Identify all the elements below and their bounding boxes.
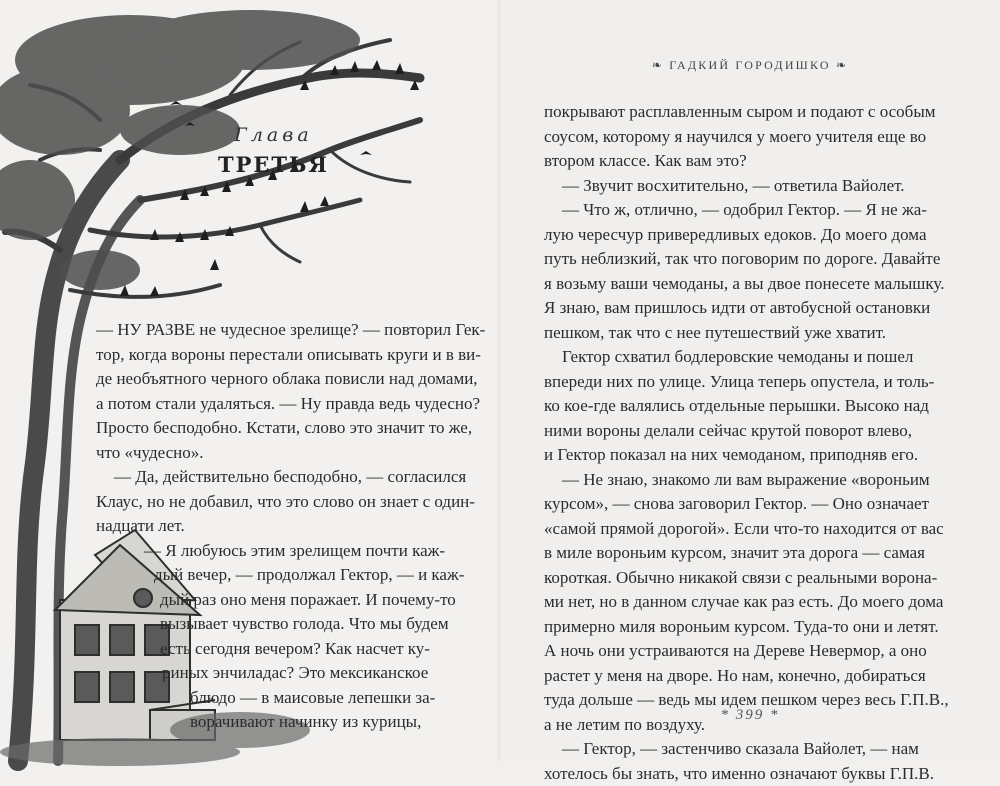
text-line: Гектор схватил бодлеровские чемоданы и пошел [562,345,949,370]
text-line: де необъятного черного облака повисли над домами, [96,367,485,392]
text-line: дый раз оно меня поражает. И почему-то [160,588,485,613]
text-line: хотелось бы знать, что именно означают буквы Г.П.В. [544,762,949,786]
ornament-left-icon: ❧ [652,58,664,72]
text-line: ворачивают начинку из курицы, [190,710,485,735]
text-line: короткая. Обычно никакой связи с реальными воронa- [544,566,949,591]
left-page [0,0,500,761]
text-line: лую чересчур привередливых едоков. До моего дома [544,223,949,248]
text-line: надцати лет. [96,514,485,539]
chapter-label: Глава [218,124,329,146]
text-line: путь неблизкий, так что поговорим по дороге. Давайте [544,247,949,272]
text-line: — Звучит восхитительно, — ответила Вайолет. [562,174,949,199]
text-line: — Не знаю, знакомо ли вам выражение «вороньим [562,468,949,493]
ornament-right-icon: ❧ [836,58,848,72]
text-line: впереди них по улице. Улица теперь опустела, и толь- [544,370,949,395]
text-line: пешком, так что с нее путешествий уже хватит. [544,321,949,346]
text-line: ми нет, но в данном случае как раз есть. До моего дома [544,590,949,615]
text-line: Клаус, но не добавил, что это слово он знает с один- [96,490,485,515]
right-page [500,0,1000,761]
text-line: а не летим по воздуху. [544,713,949,738]
text-line: втором классе. Как вам это? [544,149,949,174]
text-line: Просто бесподобно. Кстати, слово это значит то же, [96,416,485,441]
running-head [500,58,1000,73]
text-line: я возьму ваши чемоданы, а вы двое понесете малышку. [544,272,949,297]
text-line: риных энчиладас? Это мексиканское [162,661,485,686]
text-line: в миле вороньим курсом, значит эта дорога — самая [544,541,949,566]
text-line: а потом стали удаляться. — Ну правда ведь чудесно? [96,392,485,417]
text-line: есть сегодня вечером? Как насчет ку- [160,637,485,662]
text-line: тор, когда вороны перестали описывать круги и в ви- [96,343,485,368]
text-line: примерно миля вороньим курсом. Туда-то они и летят. [544,615,949,640]
text-line: А ночь они устраиваются на Дереве Невермор, а оно [544,639,949,664]
right-page-body [544,100,949,786]
chapter-number: ТРЕТЬЯ [218,152,329,177]
text-line: курсом», — снова заговорил Гектор. — Оно означает [544,492,949,517]
folio-ornament-right-icon: * [770,707,780,723]
text-line: вызывает чувство голода. Что мы будем [160,612,485,637]
page-number [500,707,1000,724]
text-line: соусом, которому я научился у моего учителя еще во [544,125,949,150]
text-line: растет у меня на дворе. Но нам, конечно, добираться [544,664,949,689]
folio-ornament-left-icon: * [721,707,731,723]
text-line: ними вороны делали сейчас крутой поворот влево, [544,419,949,444]
text-line: «самой прямой дорогой». Если что-то находится от вас [544,517,949,542]
running-head-title: ГАДКИЙ ГОРОДИШКО [669,58,831,72]
text-line: Я знаю, вам пришлось идти от автобусной остановки [544,296,949,321]
chapter-heading [218,124,329,177]
text-line: — Я любуюсь этим зрелищем почти каж- [144,539,485,564]
text-line: — НУ РАЗВЕ не чудесное зрелище? — повторил Гек- [96,318,485,343]
text-line: покрывают расплавленным сыром и подают с особым [544,100,949,125]
page-number-value: 399 [736,707,765,723]
text-line: — Что ж, отлично, — одобрил Гектор. — Я не жа- [562,198,949,223]
text-line: ко кое-где валялись отдельные перышки. Высоко над [544,394,949,419]
left-page-body [96,318,485,735]
text-line: — Гектор, — застенчиво сказала Вайолет, — нам [562,737,949,762]
text-line: дый вечер, — продолжал Гектор, — и каж- [154,563,485,588]
text-line: блюдо — в маисовые лепешки за- [190,686,485,711]
text-line: и Гектор показал на них чемоданом, приподняв его. [544,443,949,468]
text-line: — Да, действительно бесподобно, — согласился [114,465,485,490]
text-line: что «чудесно». [96,441,485,466]
text-line: туда дольше — ведь мы идем пешком через весь Г.П.В., [544,688,949,713]
